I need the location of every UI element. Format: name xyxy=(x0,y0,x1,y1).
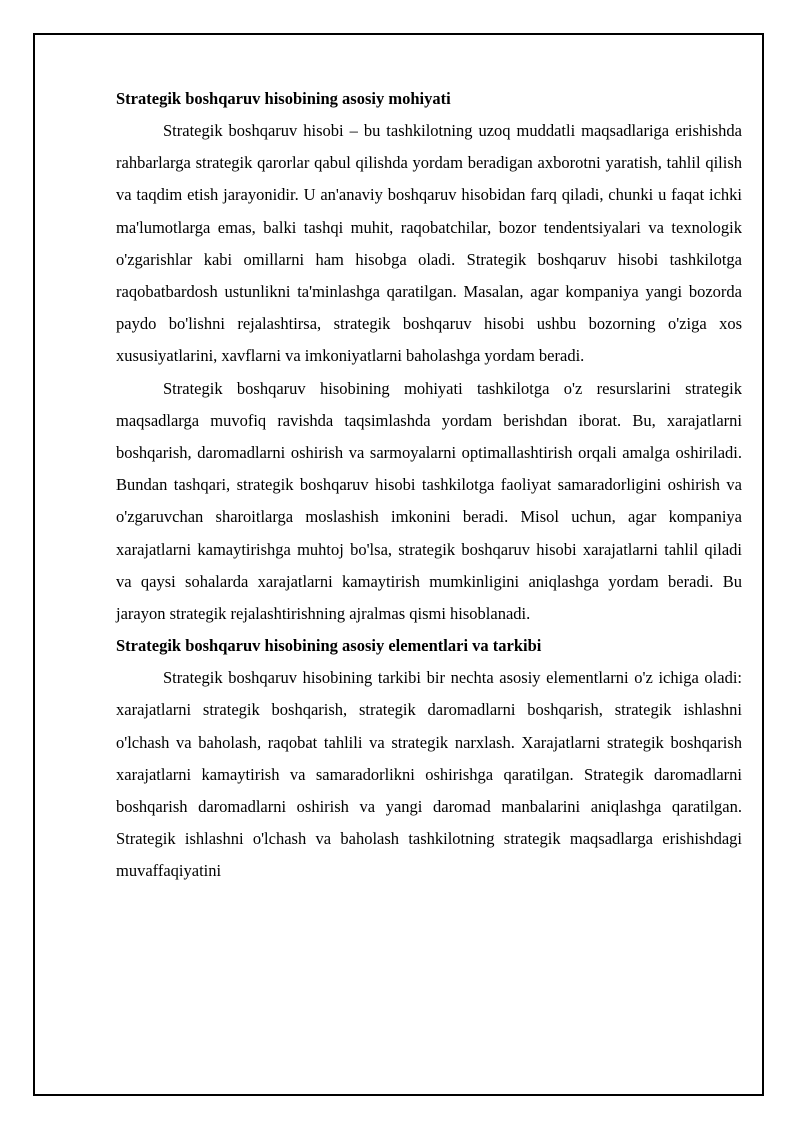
document-body xyxy=(116,83,742,886)
paragraph-definition: Strategik boshqaruv hisobi – bu tashkilotning uzoq muddatli maqsadlariga erishishda rahbarlarga strategik qarorlar qabul qilishda yordam beradigan axborotni yaratish, tahlil qilish va taqdim etish jarayonidir. U an'anaviy boshqaruv hisobidan farq qiladi, chunki u faqat ichki ma'lumotlarga emas, balki tashqi muhit, raqobatchilar, bozor tendentsiyalari va texnologik o'zgarishlar kabi omillarni ham hisobga oladi. Strategik boshqaruv hisobi tashkilotga raqobatbardosh ustunlikni ta'minlashga qaratilgan. Masalan, agar kompaniya yangi bozorda paydo bo'lishni rejalashtirsa, strategik boshqaruv hisobi ushbu bozorning o'ziga xos xususiyatlarini, xavflarni va imkoniyatlarni baholashga yordam beradi. xyxy=(116,121,742,366)
paragraph-composition: Strategik boshqaruv hisobining tarkibi bir nechta asosiy elementlarni o'z ichiga oladi: xarajatlarni strategik boshqarish, strategik daromadlarni boshqarish, strategik ishlashni o'lchash va baholash, raqobat tahlili va strategik narxlash. Xarajatlarni strategik boshqarish xarajatlarni kamaytirish va samaradorlikni oshirishga qaratilgan. Strategik daromadlarni boshqarish daromadlarni oshirish va yangi daromad manbalarini aniqlashga qaratilgan. Strategik ishlashni o'lchash va baholash tashkilotning strategik maqsadlarga erishishdagi muvaffaqiyatini xyxy=(116,668,742,881)
section-heading-mohiyati: Strategik boshqaruv hisobining asosiy mohiyati xyxy=(116,89,451,108)
paragraph-essence: Strategik boshqaruv hisobining mohiyati tashkilotga o'z resurslarini strategik maqsadlarga muvofiq ravishda taqsimlashda yordam berishdan iborat. Bu, xarajatlarni boshqarish, daromadlarni oshirish va sarmoyalarni optimallashtirish orqali amalga oshiriladi. Bundan tashqari, strategik boshqaruv hisobi tashkilotga faoliyat samaradorligini oshirish va o'zgaruvchan sharoitlarga moslashish imkonini beradi. Misol uchun, agar kompaniya xarajatlarni kamaytirishga muhtoj bo'lsa, strategik boshqaruv hisobi xarajatlarni tahlil qiladi va qaysi sohalarda xarajatlarni kamaytirish mumkinligini aniqlashga yordam beradi. Bu jarayon strategik rejalashtirishning ajralmas qismi hisoblanadi. xyxy=(116,378,742,624)
section-heading-elementlari: Strategik boshqaruv hisobining asosiy elementlari va tarkibi xyxy=(116,636,542,656)
